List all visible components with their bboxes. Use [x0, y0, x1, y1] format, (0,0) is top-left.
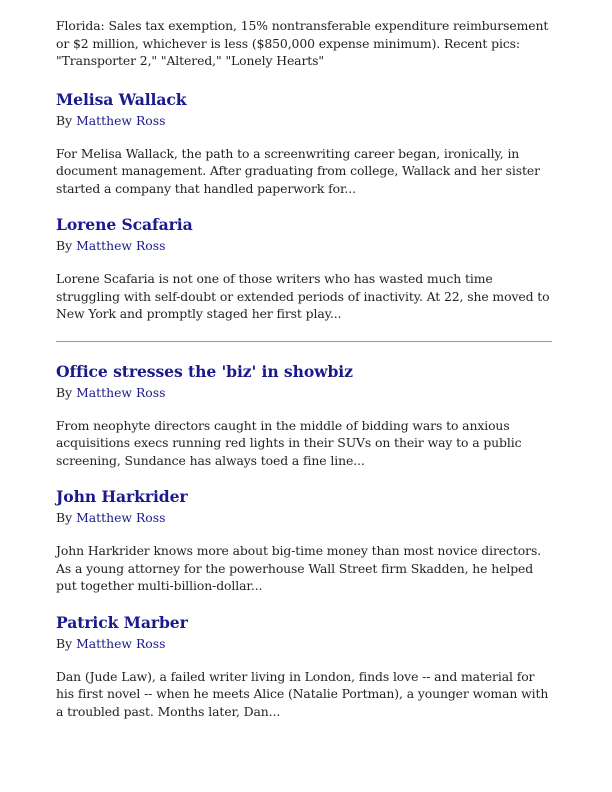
author-link[interactable]: Matthew Ross: [76, 112, 166, 128]
byline-prefix: By: [56, 384, 73, 400]
author-link[interactable]: Matthew Ross: [76, 384, 166, 400]
author-link[interactable]: Matthew Ross: [76, 635, 166, 651]
article-byline: [56, 635, 552, 652]
byline-prefix: By: [56, 635, 73, 651]
article-item: [56, 90, 552, 198]
article-item: [56, 487, 552, 595]
byline-prefix: By: [56, 238, 73, 253]
article-byline: [56, 237, 552, 254]
article-byline: [56, 509, 552, 526]
article-headline-patrick-marber[interactable]: Patrick Marber: [56, 612, 188, 632]
author-link[interactable]: Matthew Ross: [76, 238, 166, 253]
author-link[interactable]: Matthew Ross: [76, 510, 166, 525]
article-summary: From neophyte directors caught in the middle of bidding wars to anxious acquisitions execs running red lights in their SUVs on their way to a public screening, Sundance has always toed a fine line...: [56, 417, 522, 468]
article-list: [56, 17, 552, 738]
article-summary: John Harkrider knows more about big-time money than most novice directors. As a young attorney for the powerhouse Wall Street firm Skadden, he helped put together multi-billion-dollar...: [56, 543, 542, 593]
article-headline-melisa-wallack[interactable]: Melisa Wallack: [56, 89, 187, 109]
article-headline-lorene-scafaria[interactable]: Lorene Scafaria: [56, 215, 193, 234]
article-byline: [56, 384, 552, 401]
intro-paragraph: Florida: Sales tax exemption, 15% nontransferable expenditure reimbursement or $2 million, whichever is less ($850,000 expense minimum). Recent pics: "Transporter 2," "Altered," "Lonely Hearts": [56, 18, 549, 68]
article-summary: Dan (Jude Law), a failed writer living in London, finds love -- and material for his first novel -- when he meets Alice (Natalie Portman), a younger woman with a troubled past. Months later, Dan...: [56, 668, 549, 719]
byline-prefix: By: [56, 112, 73, 128]
article-item: [56, 613, 552, 721]
byline-prefix: By: [56, 510, 73, 525]
article-headline-john-harkrider[interactable]: John Harkrider: [56, 487, 188, 506]
article-item: [56, 362, 552, 470]
section-divider: [56, 341, 552, 342]
article-headline-office-stresses-biz[interactable]: Office stresses the 'biz' in showbiz: [56, 361, 353, 381]
article-summary: Lorene Scafaria is not one of those writers who has wasted much time struggling with self-doubt or extended periods of inactivity. At 22, she moved to New York and promptly staged her first play...: [56, 271, 550, 321]
article-item: [56, 215, 552, 323]
article-summary: For Melisa Wallack, the path to a screenwriting career began, ironically, in document management. After graduating from college, Wallack and her sister started a company that handled paperwork for...: [56, 145, 540, 196]
article-byline: [56, 112, 552, 129]
